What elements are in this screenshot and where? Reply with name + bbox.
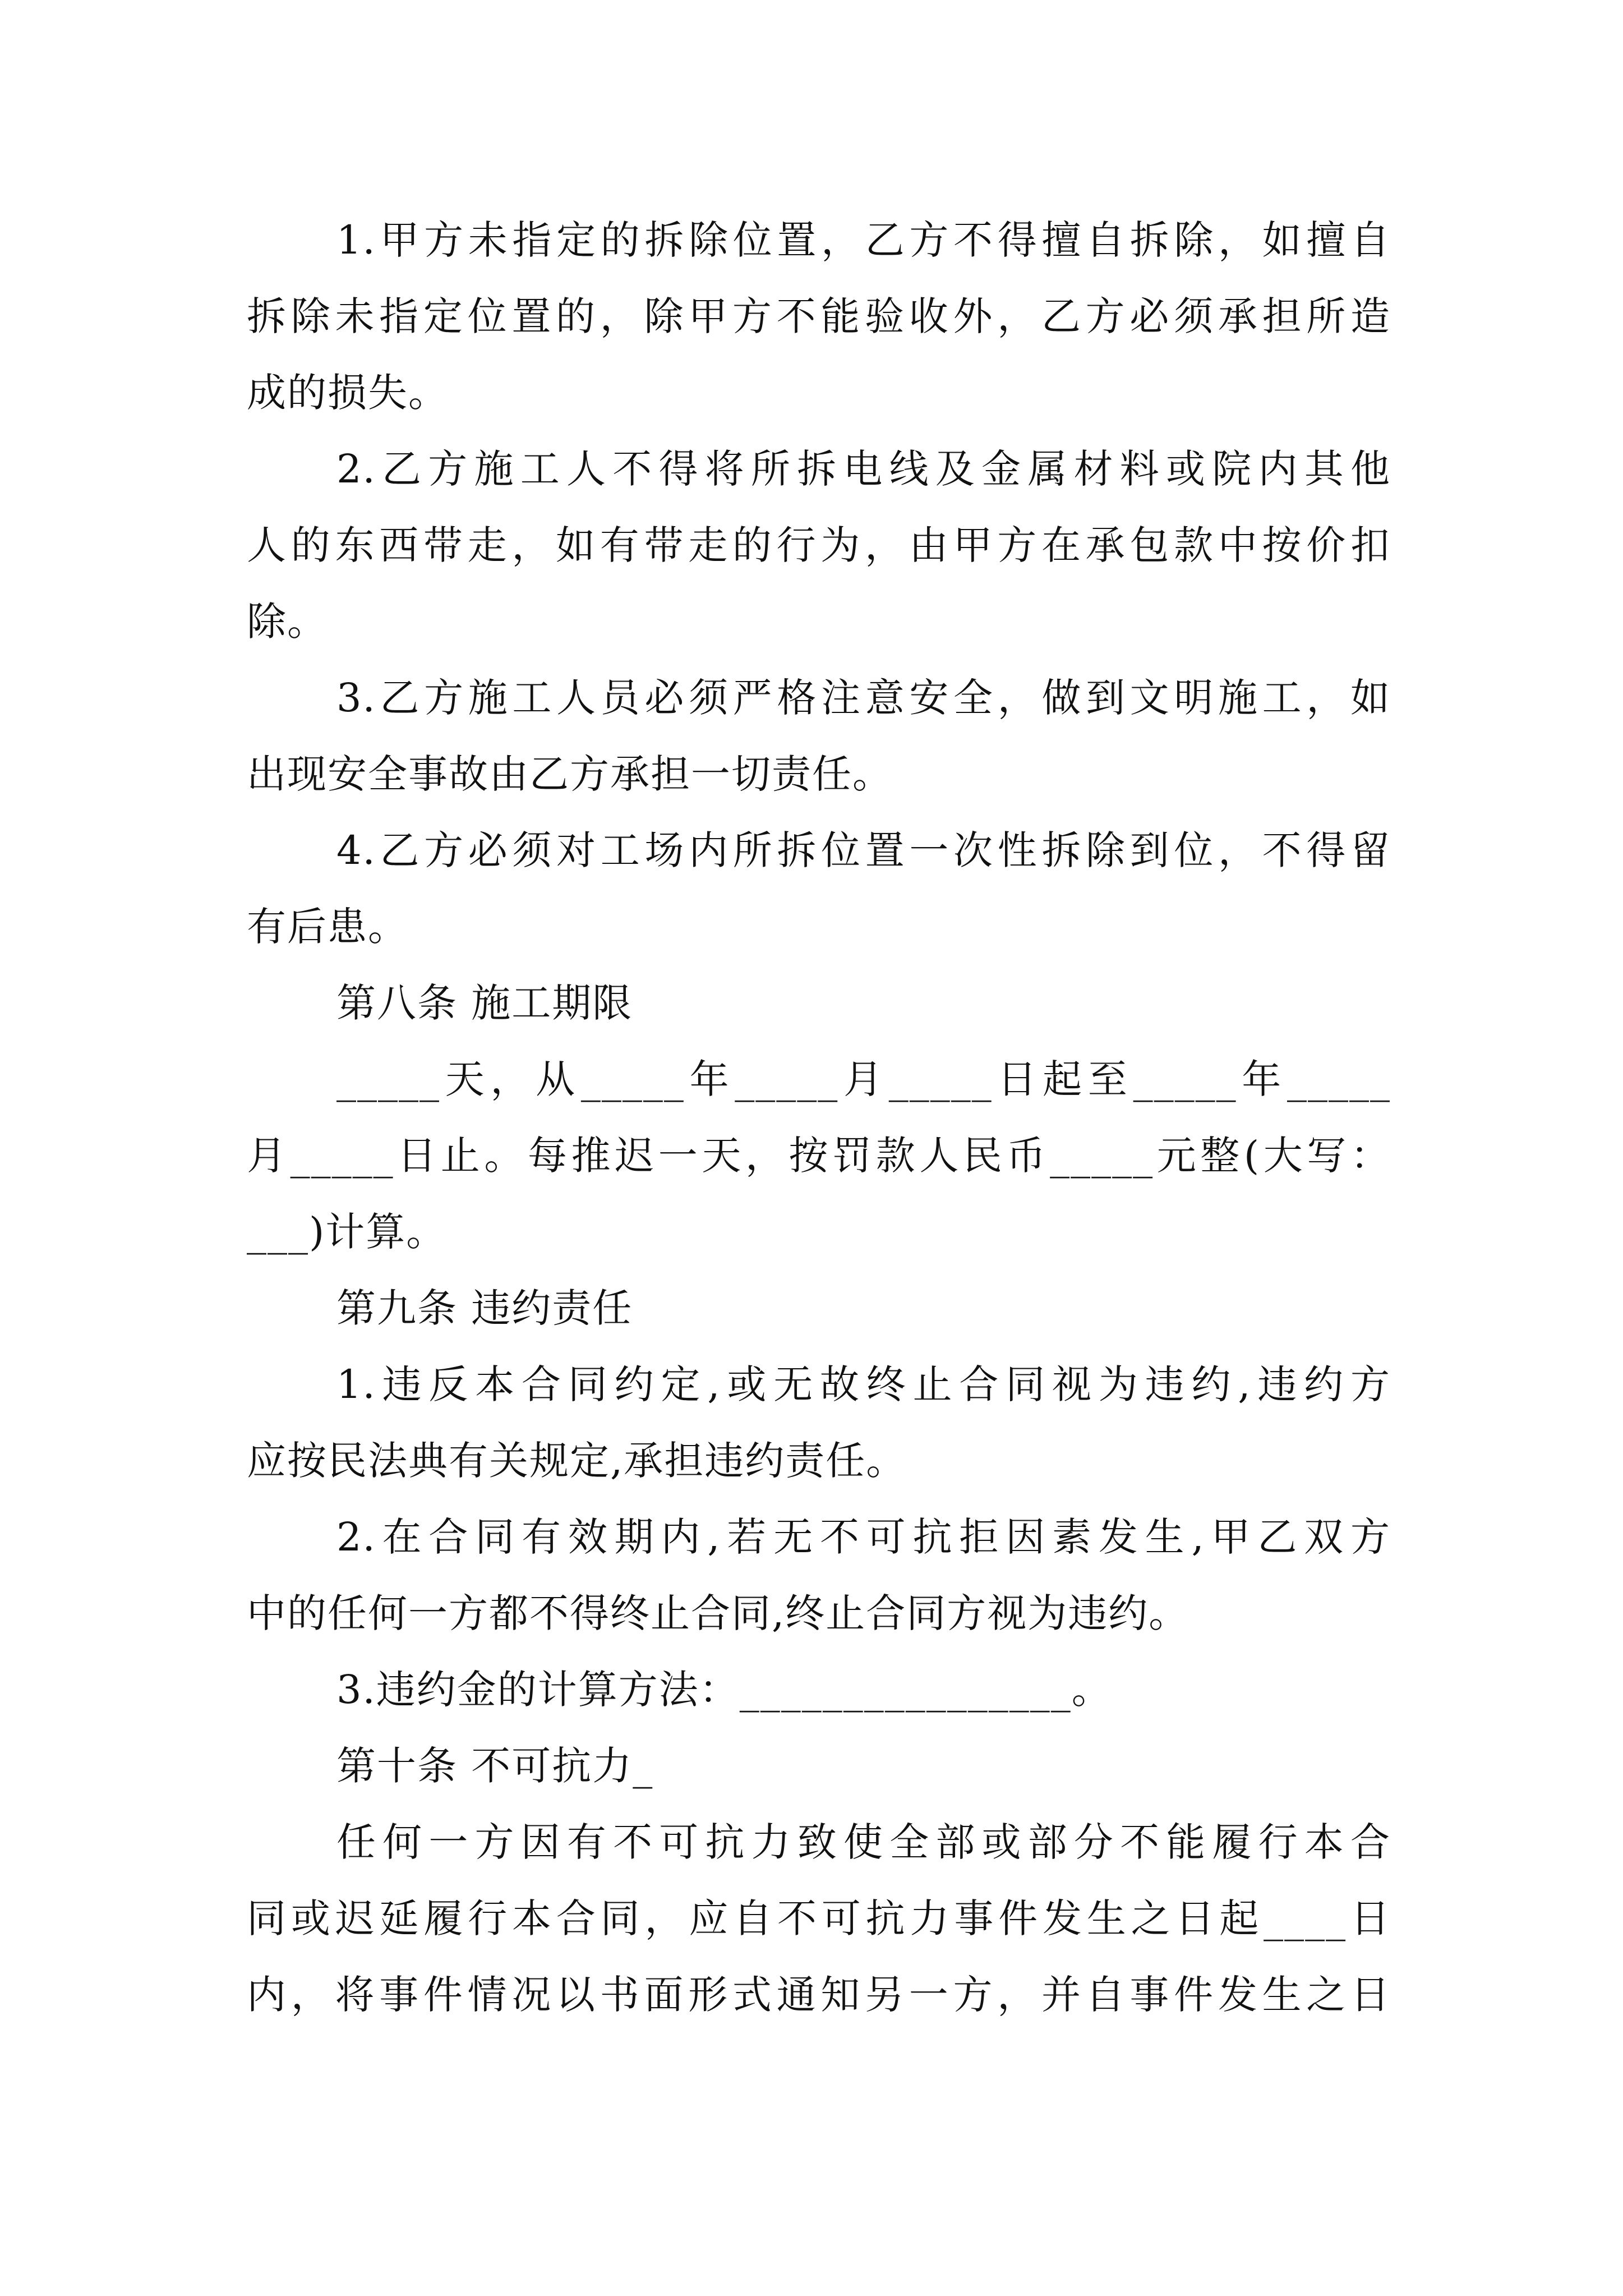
- text-line: ___)计算。: [247, 1209, 447, 1255]
- text-line: 应按民法典有关规定,承担违约责任。: [247, 1438, 907, 1484]
- text-line: 出现安全事故由乙方承担一切责任。: [247, 751, 893, 797]
- text-line: 2.在合同有效期内,若无不可抗拒因素发生,甲乙双方: [336, 1514, 1391, 1560]
- text-line: 有后患。: [247, 904, 408, 950]
- text-line: 成的损失。: [247, 370, 449, 416]
- text-line: 内，将事件情况以书面形式通知另一方，并自事件发生之日: [247, 1972, 1391, 2018]
- text-line: 3.乙方施工人员必须严格注意安全，做到文明施工，如: [336, 675, 1391, 721]
- text-line: 中的任何一方都不得终止合同,终止合同方视为违约。: [247, 1590, 1189, 1636]
- text-line: 同或迟延履行本合同，应自不可抗力事件发生之日起____日: [247, 1895, 1391, 1941]
- text-line: 除。: [247, 599, 328, 645]
- section-heading: 第十条 不可抗力_: [336, 1743, 654, 1789]
- contract-text: [247, 202, 1391, 2033]
- text-line: 月_____日止。每推迟一天，按罚款人民币_____元整(大写：: [247, 1133, 1391, 1179]
- section-heading: 第八条 施工期限: [336, 980, 633, 1026]
- text-line: 3.违约金的计算方法：________________。: [336, 1667, 1112, 1713]
- text-line: 人的东西带走，如有带走的行为，由甲方在承包款中按价扣: [247, 522, 1391, 568]
- section-heading: 第九条 违约责任: [336, 1285, 633, 1331]
- text-line: 任何一方因有不可抗力致使全部或部分不能履行本合: [336, 1819, 1391, 1865]
- text-line: 2.乙方施工人不得将所拆电线及金属材料或院内其他: [336, 446, 1391, 492]
- text-line: 4.乙方必须对工场内所拆位置一次性拆除到位，不得留: [336, 827, 1391, 873]
- text-line: 1.违反本合同约定,或无故终止合同视为违约,违约方: [336, 1361, 1391, 1407]
- text-line: 拆除未指定位置的，除甲方不能验收外，乙方必须承担所造: [247, 293, 1391, 339]
- text-line: _____天，从_____年_____月_____日起至_____年_____: [336, 1056, 1391, 1102]
- text-line: 1.甲方未指定的拆除位置，乙方不得擅自拆除，如擅自: [336, 217, 1391, 263]
